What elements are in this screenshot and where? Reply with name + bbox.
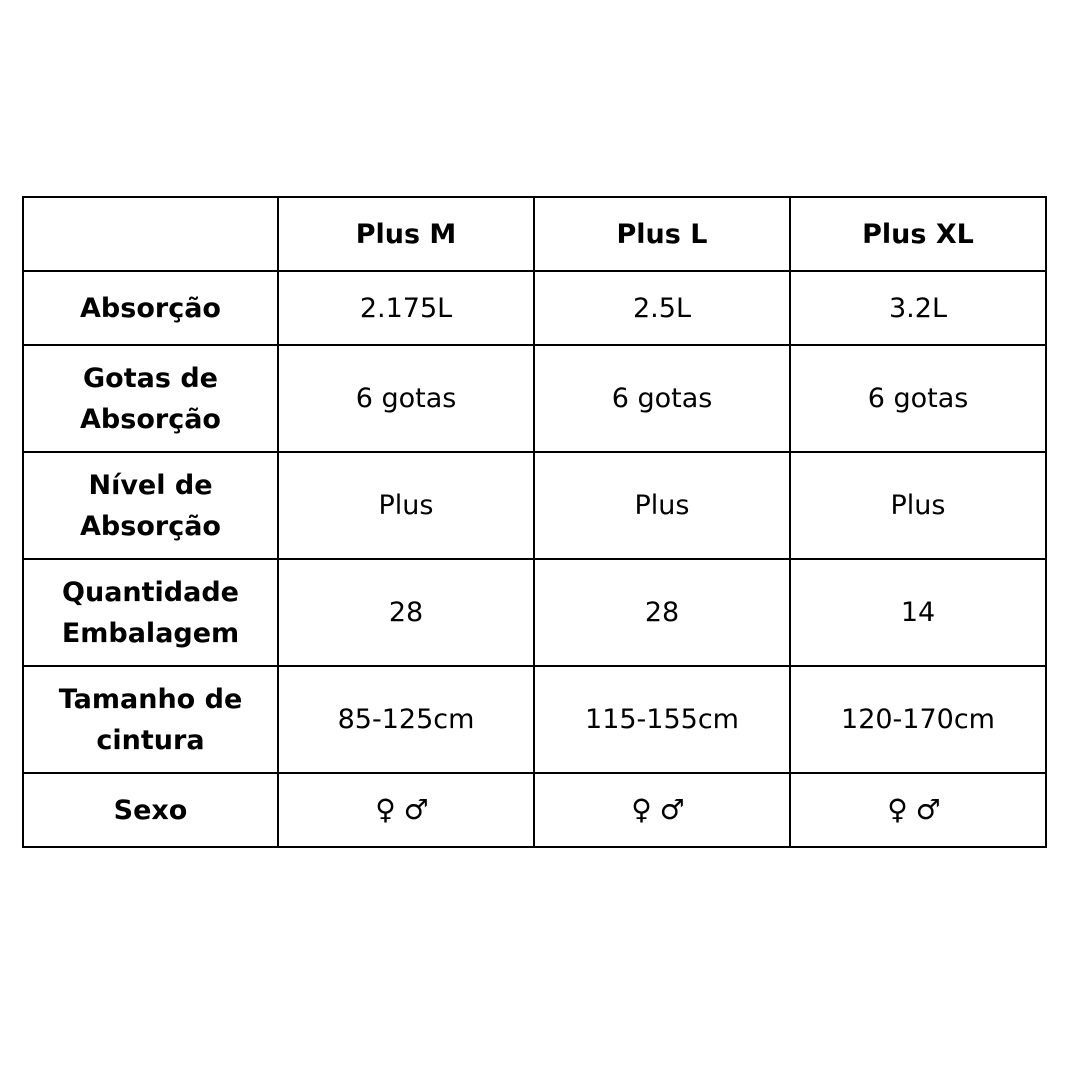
- table-cell: Plus: [534, 452, 790, 559]
- table-row: [23, 559, 1046, 666]
- row-label: Gotas de Absorção: [23, 345, 278, 452]
- gender-icons-cell: [790, 773, 1046, 847]
- row-label: Tamanho de cintura: [23, 666, 278, 773]
- table-cell: 2.5L: [534, 271, 790, 345]
- table-cell: 115-155cm: [534, 666, 790, 773]
- table-cell: Plus: [278, 452, 534, 559]
- size-spec-table: [22, 196, 1047, 848]
- row-label: Absorção: [23, 271, 278, 345]
- table-cell: Plus: [790, 452, 1046, 559]
- table-row: [23, 666, 1046, 773]
- table-cell: 6 gotas: [790, 345, 1046, 452]
- table-cell: 28: [278, 559, 534, 666]
- table-row: [23, 271, 1046, 345]
- female-male-icon: ♀♂: [887, 793, 949, 826]
- gender-icons-cell: [278, 773, 534, 847]
- table-cell: 6 gotas: [534, 345, 790, 452]
- header-plus-m: Plus M: [278, 197, 534, 271]
- table-cell: 2.175L: [278, 271, 534, 345]
- table-header-row: [23, 197, 1046, 271]
- table-cell: 85-125cm: [278, 666, 534, 773]
- table-row: [23, 773, 1046, 847]
- female-male-icon: ♀♂: [631, 793, 693, 826]
- female-male-icon: ♀♂: [375, 793, 437, 826]
- header-plus-xl: Plus XL: [790, 197, 1046, 271]
- gender-icons-cell: [534, 773, 790, 847]
- header-plus-l: Plus L: [534, 197, 790, 271]
- table-cell: 3.2L: [790, 271, 1046, 345]
- table-row: [23, 345, 1046, 452]
- row-label: Sexo: [23, 773, 278, 847]
- table-cell: 28: [534, 559, 790, 666]
- row-label: Quantidade Embalagem: [23, 559, 278, 666]
- header-empty-cell: [23, 197, 278, 271]
- table-row: [23, 452, 1046, 559]
- table-cell: 14: [790, 559, 1046, 666]
- table-cell: 120-170cm: [790, 666, 1046, 773]
- row-label: Nível de Absorção: [23, 452, 278, 559]
- table-cell: 6 gotas: [278, 345, 534, 452]
